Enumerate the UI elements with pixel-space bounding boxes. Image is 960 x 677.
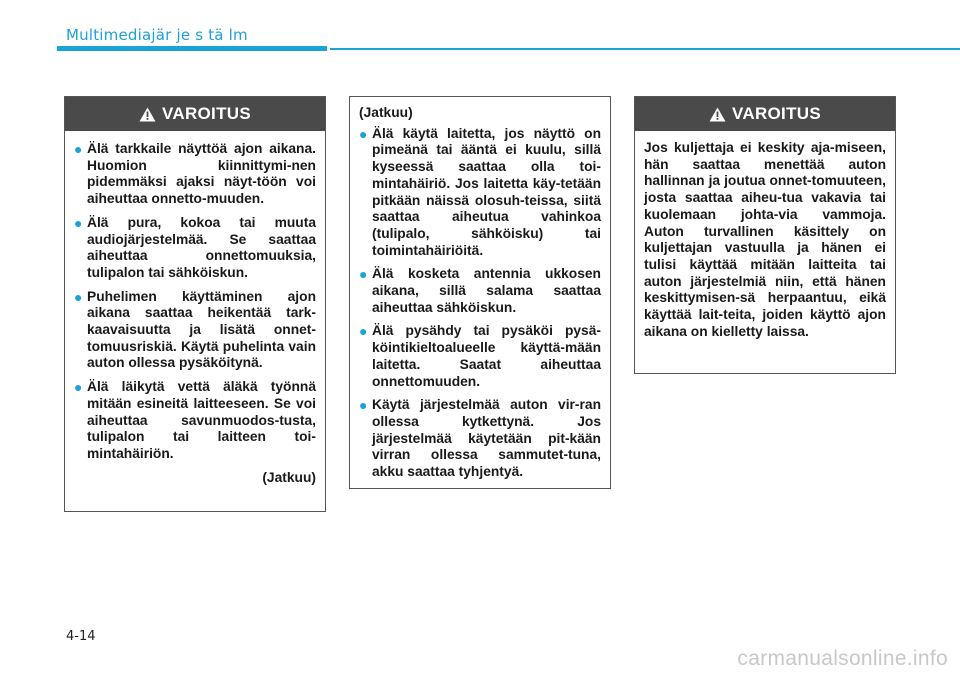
list-item-text: Älä pura, kokoa tai muuta audiojärjestelmää. Se saattaa aiheuttaa onnettomuuksia, tulipalon tai sähköiskun. bbox=[87, 214, 316, 280]
continuation-box-middle bbox=[349, 96, 611, 489]
warning-body bbox=[65, 131, 325, 494]
warning-heading: VAROITUS bbox=[732, 104, 821, 123]
list-item-text: Älä käytä laitetta, jos näyttö on pimeänä tai ääntä ei kuulu, sillä kyseessä saattaa olla toi-mintahäiriö. Jos laitetta käy-tetään pitkään näissä olosuh-teissa, siitä saattaa aiheutua vahinkoa (tulipalo, sähköisku) tai toimintahäiriöitä. bbox=[372, 125, 601, 258]
list-item-text: Puhelimen käyttäminen ajon aikana saattaa heikentää tark-kaavaisuutta ja lisätä onnet-tomuusriskiä. Käytä puhelinta vain auton ollessa pysäköitynä. bbox=[87, 288, 316, 371]
list-item bbox=[74, 215, 316, 282]
warning-triangle-icon bbox=[139, 107, 156, 122]
bullet-dot: ● bbox=[359, 323, 368, 340]
warning-box-left bbox=[64, 96, 326, 512]
list-item-text: Älä tarkkaile näyttöä ajon aikana. Huomion kiinnittymi-nen pidemmäksi ajaksi näyt-töön voi aiheuttaa onnetto-muuden. bbox=[87, 141, 316, 207]
list-item bbox=[74, 289, 316, 373]
bullet-dot: ● bbox=[74, 214, 83, 231]
warning-header bbox=[65, 97, 325, 131]
warning-list bbox=[74, 141, 316, 463]
warning-header bbox=[635, 97, 895, 131]
warning-body bbox=[635, 131, 895, 348]
list-item-text: Älä kosketa antennia ukkosen aikana, sillä salama saattaa aiheuttaa sähköiskun. bbox=[372, 266, 601, 315]
list-item-text: Käytä järjestelmää auton vir-ran ollessa kytkettynä. Jos järjestelmää käytetään pit-kään virran ollessa sammutet-tuna, akku saattaa tyhjentyä. bbox=[372, 397, 601, 480]
list-item-text: Älä pysähdy tai pysäköi pysä-köintikieltoalueelle käyttä-mään laitetta. Saatat aiheuttaa onnettomuuden. bbox=[372, 323, 601, 389]
header-accent-bar bbox=[57, 46, 327, 51]
list-item bbox=[74, 379, 316, 463]
continuation-body bbox=[350, 97, 610, 496]
bullet-dot: ● bbox=[359, 397, 368, 414]
bullet-dot: ● bbox=[359, 125, 368, 142]
warning-heading: VAROITUS bbox=[162, 104, 251, 123]
list-item bbox=[359, 397, 601, 481]
warning-box-right bbox=[634, 96, 896, 374]
list-item bbox=[74, 141, 316, 208]
warning-list bbox=[359, 126, 601, 481]
watermark: carmanualsonline.info bbox=[737, 647, 948, 670]
list-item bbox=[359, 323, 601, 390]
bullet-dot: ● bbox=[74, 141, 83, 157]
continued-label: (Jatkuu) bbox=[262, 469, 316, 485]
list-item bbox=[359, 266, 601, 316]
section-title: Multimediajär je s tä lm bbox=[66, 26, 248, 44]
list-item bbox=[359, 126, 601, 260]
warning-paragraph: Jos kuljettaja ei keskity aja-miseen, hän saattaa menettää auton hallinnan ja joutua onnet-tomuuteen, josta saattaa aiheu-tua vakavia tai kuolemaan johta-via vammoja. Auton turvallinen käsittely on kuljettajan vastuulla ja hänen ei tulisi käyttää mitään laitteita tai auton järjestelmiä niin, että hänen keskittymisen-sä herpaantuu, eikä käyttää lait-teita, joiden käyttö ajon aikana on kielletty laissa. bbox=[644, 140, 886, 339]
bullet-dot: ● bbox=[359, 266, 368, 283]
warning-triangle-icon bbox=[709, 107, 726, 122]
list-item-text: Älä läikytä vettä äläkä työnnä mitään esineitä laitteeseen. Se voi aiheuttaa savunmuodos-tusta, tulipalon tai laitteen toi-mintahäiriön. bbox=[87, 379, 316, 461]
bullet-dot: ● bbox=[74, 379, 83, 396]
continued-label: (Jatkuu) bbox=[359, 105, 413, 120]
bullet-dot: ● bbox=[74, 288, 83, 305]
page-number: 4-14 bbox=[66, 629, 96, 644]
header-rule bbox=[330, 48, 960, 50]
